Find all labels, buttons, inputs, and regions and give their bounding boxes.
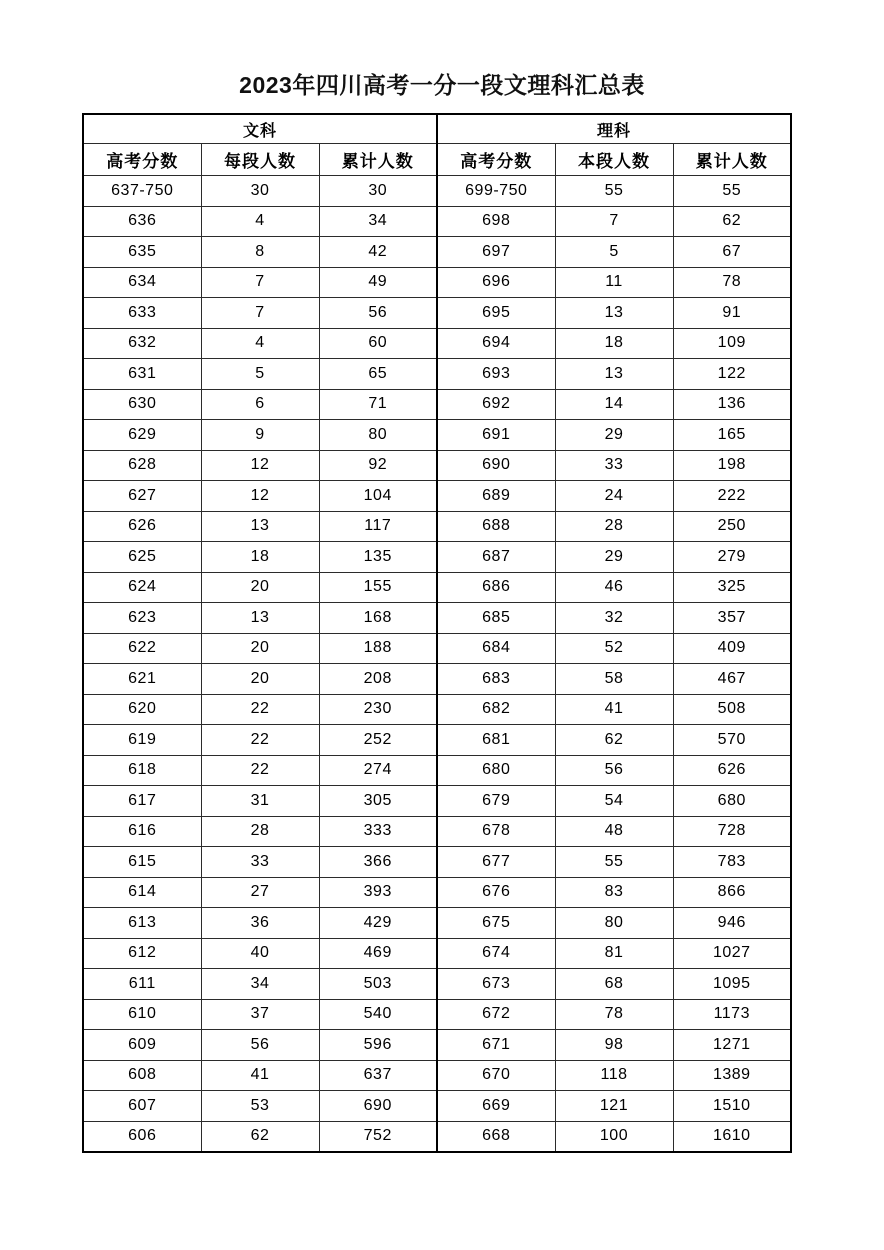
table-cell: 613 xyxy=(83,908,201,939)
table-cell: 611 xyxy=(83,969,201,1000)
table-cell: 1027 xyxy=(673,938,791,969)
table-cell: 22 xyxy=(201,755,319,786)
table-cell: 48 xyxy=(555,816,673,847)
table-cell: 279 xyxy=(673,542,791,573)
table-cell: 13 xyxy=(201,603,319,634)
table-cell: 680 xyxy=(673,786,791,817)
table-cell: 62 xyxy=(201,1121,319,1152)
table-cell: 20 xyxy=(201,664,319,695)
table-cell: 617 xyxy=(83,786,201,817)
table-row xyxy=(83,633,791,664)
table-row xyxy=(83,877,791,908)
table-cell: 1610 xyxy=(673,1121,791,1152)
table-cell: 634 xyxy=(83,267,201,298)
table-cell: 570 xyxy=(673,725,791,756)
table-row xyxy=(83,389,791,420)
table-cell: 684 xyxy=(437,633,555,664)
table-cell: 54 xyxy=(555,786,673,817)
group-header-row xyxy=(83,114,791,144)
table-cell: 7 xyxy=(555,206,673,237)
column-header-1: 每段人数 xyxy=(201,144,319,176)
table-row xyxy=(83,725,791,756)
table-cell: 109 xyxy=(673,328,791,359)
table-cell: 27 xyxy=(201,877,319,908)
table-cell: 104 xyxy=(319,481,437,512)
table-cell: 37 xyxy=(201,999,319,1030)
table-row xyxy=(83,938,791,969)
table-cell: 41 xyxy=(201,1060,319,1091)
table-cell: 699-750 xyxy=(437,176,555,207)
table-cell: 29 xyxy=(555,542,673,573)
table-cell: 100 xyxy=(555,1121,673,1152)
table-cell: 680 xyxy=(437,755,555,786)
table-cell: 596 xyxy=(319,1030,437,1061)
table-cell: 1173 xyxy=(673,999,791,1030)
table-cell: 22 xyxy=(201,725,319,756)
table-cell: 679 xyxy=(437,786,555,817)
table-cell: 695 xyxy=(437,298,555,329)
table-cell: 14 xyxy=(555,389,673,420)
table-cell: 469 xyxy=(319,938,437,969)
table-cell: 80 xyxy=(555,908,673,939)
table-cell: 9 xyxy=(201,420,319,451)
table-cell: 13 xyxy=(555,298,673,329)
table-cell: 636 xyxy=(83,206,201,237)
table-cell: 467 xyxy=(673,664,791,695)
table-row xyxy=(83,755,791,786)
table-cell: 49 xyxy=(319,267,437,298)
table-cell: 65 xyxy=(319,359,437,390)
table-cell: 118 xyxy=(555,1060,673,1091)
table-cell: 42 xyxy=(319,237,437,268)
table-cell: 12 xyxy=(201,450,319,481)
column-header-5: 累计人数 xyxy=(673,144,791,176)
table-cell: 22 xyxy=(201,694,319,725)
table-row xyxy=(83,328,791,359)
table-cell: 622 xyxy=(83,633,201,664)
table-cell: 540 xyxy=(319,999,437,1030)
table-cell: 122 xyxy=(673,359,791,390)
table-cell: 668 xyxy=(437,1121,555,1152)
table-cell: 1095 xyxy=(673,969,791,1000)
table-row xyxy=(83,359,791,390)
table-cell: 333 xyxy=(319,816,437,847)
table-cell: 631 xyxy=(83,359,201,390)
table-cell: 305 xyxy=(319,786,437,817)
table-cell: 946 xyxy=(673,908,791,939)
score-table-container xyxy=(82,113,790,1153)
table-cell: 8 xyxy=(201,237,319,268)
table-cell: 230 xyxy=(319,694,437,725)
table-cell: 7 xyxy=(201,298,319,329)
table-cell: 627 xyxy=(83,481,201,512)
table-cell: 672 xyxy=(437,999,555,1030)
table-cell: 117 xyxy=(319,511,437,542)
table-cell: 20 xyxy=(201,633,319,664)
table-row xyxy=(83,267,791,298)
table-cell: 46 xyxy=(555,572,673,603)
table-row xyxy=(83,603,791,634)
table-cell: 671 xyxy=(437,1030,555,1061)
table-row xyxy=(83,1030,791,1061)
table-head xyxy=(83,114,791,176)
table-row xyxy=(83,816,791,847)
table-row xyxy=(83,969,791,1000)
table-cell: 690 xyxy=(319,1091,437,1122)
table-cell: 676 xyxy=(437,877,555,908)
table-cell: 698 xyxy=(437,206,555,237)
table-cell: 52 xyxy=(555,633,673,664)
table-row xyxy=(83,481,791,512)
table-cell: 34 xyxy=(201,969,319,1000)
table-cell: 91 xyxy=(673,298,791,329)
table-cell: 7 xyxy=(201,267,319,298)
table-cell: 13 xyxy=(201,511,319,542)
table-cell: 620 xyxy=(83,694,201,725)
table-cell: 83 xyxy=(555,877,673,908)
table-cell: 670 xyxy=(437,1060,555,1091)
table-row xyxy=(83,450,791,481)
table-cell: 366 xyxy=(319,847,437,878)
table-cell: 56 xyxy=(319,298,437,329)
table-cell: 783 xyxy=(673,847,791,878)
table-cell: 630 xyxy=(83,389,201,420)
table-cell: 71 xyxy=(319,389,437,420)
table-cell: 252 xyxy=(319,725,437,756)
table-cell: 274 xyxy=(319,755,437,786)
table-cell: 56 xyxy=(555,755,673,786)
table-cell: 62 xyxy=(673,206,791,237)
table-cell: 625 xyxy=(83,542,201,573)
table-cell: 621 xyxy=(83,664,201,695)
table-cell: 681 xyxy=(437,725,555,756)
table-cell: 612 xyxy=(83,938,201,969)
table-row xyxy=(83,1091,791,1122)
table-cell: 12 xyxy=(201,481,319,512)
table-row xyxy=(83,999,791,1030)
table-cell: 686 xyxy=(437,572,555,603)
table-cell: 637-750 xyxy=(83,176,201,207)
table-cell: 28 xyxy=(555,511,673,542)
table-cell: 58 xyxy=(555,664,673,695)
table-cell: 250 xyxy=(673,511,791,542)
table-cell: 36 xyxy=(201,908,319,939)
table-cell: 728 xyxy=(673,816,791,847)
table-row xyxy=(83,298,791,329)
table-cell: 694 xyxy=(437,328,555,359)
table-cell: 121 xyxy=(555,1091,673,1122)
table-cell: 325 xyxy=(673,572,791,603)
table-cell: 619 xyxy=(83,725,201,756)
table-cell: 609 xyxy=(83,1030,201,1061)
table-cell: 752 xyxy=(319,1121,437,1152)
table-cell: 692 xyxy=(437,389,555,420)
table-cell: 635 xyxy=(83,237,201,268)
table-row xyxy=(83,572,791,603)
table-row xyxy=(83,206,791,237)
table-cell: 1271 xyxy=(673,1030,791,1061)
group-header-science: 理科 xyxy=(437,114,791,144)
table-row xyxy=(83,176,791,207)
table-cell: 40 xyxy=(201,938,319,969)
table-cell: 685 xyxy=(437,603,555,634)
table-cell: 674 xyxy=(437,938,555,969)
table-cell: 614 xyxy=(83,877,201,908)
table-cell: 690 xyxy=(437,450,555,481)
table-cell: 393 xyxy=(319,877,437,908)
table-cell: 675 xyxy=(437,908,555,939)
table-cell: 30 xyxy=(201,176,319,207)
table-row xyxy=(83,908,791,939)
table-cell: 626 xyxy=(673,755,791,786)
table-cell: 616 xyxy=(83,816,201,847)
table-cell: 67 xyxy=(673,237,791,268)
table-cell: 28 xyxy=(201,816,319,847)
table-cell: 637 xyxy=(319,1060,437,1091)
table-cell: 98 xyxy=(555,1030,673,1061)
table-cell: 624 xyxy=(83,572,201,603)
table-cell: 615 xyxy=(83,847,201,878)
table-row xyxy=(83,420,791,451)
table-cell: 55 xyxy=(673,176,791,207)
table-cell: 606 xyxy=(83,1121,201,1152)
table-cell: 866 xyxy=(673,877,791,908)
table-cell: 168 xyxy=(319,603,437,634)
table-row xyxy=(83,694,791,725)
table-cell: 677 xyxy=(437,847,555,878)
table-cell: 618 xyxy=(83,755,201,786)
table-cell: 24 xyxy=(555,481,673,512)
table-cell: 6 xyxy=(201,389,319,420)
table-cell: 18 xyxy=(201,542,319,573)
table-cell: 208 xyxy=(319,664,437,695)
table-cell: 60 xyxy=(319,328,437,359)
table-cell: 55 xyxy=(555,847,673,878)
table-cell: 20 xyxy=(201,572,319,603)
table-cell: 633 xyxy=(83,298,201,329)
table-cell: 508 xyxy=(673,694,791,725)
table-cell: 32 xyxy=(555,603,673,634)
table-cell: 5 xyxy=(201,359,319,390)
table-cell: 11 xyxy=(555,267,673,298)
table-cell: 30 xyxy=(319,176,437,207)
table-cell: 18 xyxy=(555,328,673,359)
column-header-4: 本段人数 xyxy=(555,144,673,176)
table-cell: 53 xyxy=(201,1091,319,1122)
score-distribution-table xyxy=(82,113,792,1153)
table-cell: 5 xyxy=(555,237,673,268)
table-cell: 628 xyxy=(83,450,201,481)
table-cell: 55 xyxy=(555,176,673,207)
table-cell: 632 xyxy=(83,328,201,359)
table-cell: 689 xyxy=(437,481,555,512)
table-cell: 682 xyxy=(437,694,555,725)
table-cell: 688 xyxy=(437,511,555,542)
table-cell: 1510 xyxy=(673,1091,791,1122)
table-cell: 409 xyxy=(673,633,791,664)
table-cell: 4 xyxy=(201,206,319,237)
table-cell: 81 xyxy=(555,938,673,969)
column-header-0: 高考分数 xyxy=(83,144,201,176)
table-cell: 62 xyxy=(555,725,673,756)
table-cell: 673 xyxy=(437,969,555,1000)
table-cell: 607 xyxy=(83,1091,201,1122)
table-cell: 33 xyxy=(201,847,319,878)
table-cell: 693 xyxy=(437,359,555,390)
table-cell: 31 xyxy=(201,786,319,817)
table-cell: 697 xyxy=(437,237,555,268)
table-row xyxy=(83,237,791,268)
table-cell: 198 xyxy=(673,450,791,481)
table-row xyxy=(83,1121,791,1152)
table-cell: 678 xyxy=(437,816,555,847)
column-header-row xyxy=(83,144,791,176)
table-cell: 68 xyxy=(555,969,673,1000)
table-cell: 629 xyxy=(83,420,201,451)
column-header-3: 高考分数 xyxy=(437,144,555,176)
table-cell: 33 xyxy=(555,450,673,481)
table-cell: 165 xyxy=(673,420,791,451)
table-cell: 135 xyxy=(319,542,437,573)
table-cell: 4 xyxy=(201,328,319,359)
table-cell: 696 xyxy=(437,267,555,298)
table-cell: 13 xyxy=(555,359,673,390)
table-cell: 136 xyxy=(673,389,791,420)
page-title: 2023年四川高考一分一段文理科汇总表 xyxy=(239,72,645,98)
table-cell: 78 xyxy=(673,267,791,298)
table-cell: 503 xyxy=(319,969,437,1000)
table-cell: 56 xyxy=(201,1030,319,1061)
table-cell: 41 xyxy=(555,694,673,725)
table-cell: 188 xyxy=(319,633,437,664)
table-cell: 357 xyxy=(673,603,791,634)
table-cell: 222 xyxy=(673,481,791,512)
table-cell: 691 xyxy=(437,420,555,451)
table-row xyxy=(83,786,791,817)
table-cell: 626 xyxy=(83,511,201,542)
table-body xyxy=(83,176,791,1153)
table-cell: 34 xyxy=(319,206,437,237)
table-cell: 669 xyxy=(437,1091,555,1122)
table-cell: 610 xyxy=(83,999,201,1030)
table-cell: 683 xyxy=(437,664,555,695)
group-header-liberal-arts: 文科 xyxy=(83,114,437,144)
table-row xyxy=(83,1060,791,1091)
table-row xyxy=(83,542,791,573)
table-cell: 429 xyxy=(319,908,437,939)
table-cell: 623 xyxy=(83,603,201,634)
column-header-2: 累计人数 xyxy=(319,144,437,176)
table-cell: 608 xyxy=(83,1060,201,1091)
table-row xyxy=(83,664,791,695)
table-cell: 687 xyxy=(437,542,555,573)
table-row xyxy=(83,511,791,542)
table-cell: 92 xyxy=(319,450,437,481)
table-row xyxy=(83,847,791,878)
table-cell: 29 xyxy=(555,420,673,451)
table-cell: 155 xyxy=(319,572,437,603)
table-cell: 78 xyxy=(555,999,673,1030)
table-cell: 1389 xyxy=(673,1060,791,1091)
table-cell: 80 xyxy=(319,420,437,451)
